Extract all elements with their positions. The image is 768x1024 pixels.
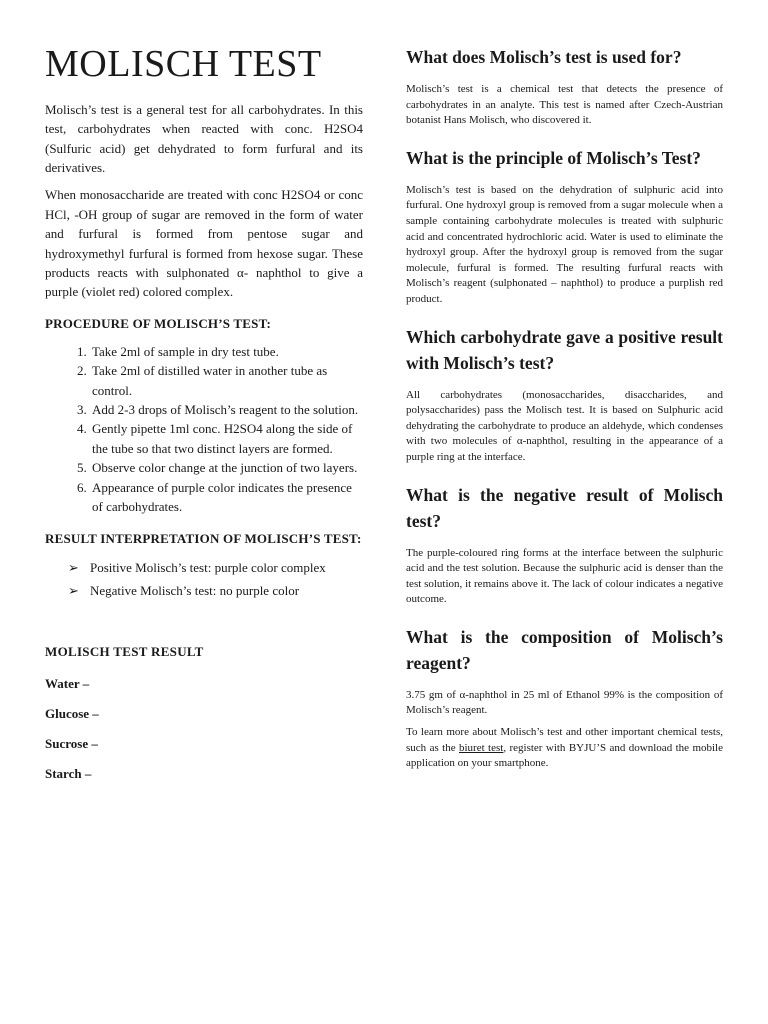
faq-question: Which carbohydrate gave a positive result with Molisch’s test? [406, 326, 723, 373]
interpretation-list [45, 558, 363, 601]
procedure-step: 4. Gently pipette 1ml conc. H2SO4 along the side of the tube so that two distinct layers are formed. [90, 419, 363, 458]
procedure-list [45, 342, 363, 517]
closing-text: , register with BYJU’S and download the mobile application on your smartphone. [406, 741, 723, 770]
explanation-paragraph: When monosaccharide are treated with conc H2SO4 or conc HCl, -OH group of sugar are removed in the form of water and furfural is formed from pentose sugar and hydroxymethyl furfural is formed from hexose sugar. These products reacts with sulphonated α- naphthol to give a purple (violet red) colored complex. [45, 187, 363, 300]
closing-paragraph [406, 725, 723, 772]
result-sucrose: Sucrose – [45, 736, 98, 752]
procedure-step: 1. Take 2ml of sample in dry test tube. [90, 342, 363, 361]
procedure-step: 6. Appearance of purple color indicates the presence of carbohydrates. [90, 478, 363, 517]
result-heading: MOLISCH TEST RESULT [45, 644, 204, 660]
faq-answer: The purple-coloured ring forms at the interface between the sulphuric acid and the test solution. Because the sulphuric acid is denser than the test solution, it remains above it. The lack of colour indicates a negative outcome. [406, 546, 723, 606]
procedure-step: 3. Add 2-3 drops of Molisch’s reagent to the solution. [90, 400, 363, 419]
right-column [406, 44, 723, 788]
interpretation-text: Positive Molisch’s test: purple color complex [90, 559, 326, 575]
interpretation-text: Negative Molisch’s test: no purple color [90, 582, 300, 598]
procedure-step: 2. Take 2ml of distilled water in another tube as control. [90, 361, 363, 400]
biuret-test-link[interactable]: biuret test [458, 741, 504, 754]
interpretation-item [68, 581, 363, 600]
result-glucose: Glucose – [45, 706, 99, 722]
faq-question: What is the composition of Molisch’s reagent? [406, 626, 723, 673]
procedure-step: 5. Observe color change at the junction of two layers. [90, 458, 363, 477]
page-title: MOLISCH TEST [45, 43, 322, 85]
faq-question: What is the principle of Molisch’s Test? [406, 147, 701, 168]
result-water: Water – [45, 676, 90, 692]
result-starch: Starch – [45, 766, 92, 782]
faq-question: What does Molisch’s test is used for? [406, 47, 682, 67]
left-column [45, 44, 363, 794]
intro-paragraph: Molisch’s test is a general test for all carbohydrates. In this test, carbohydrates when reacted with conc. H2SO4 (Sulfuric acid) get dehydrated to form furfural and its derivatives. [45, 101, 363, 176]
faq-answer: Molisch’s test is a chemical test that detects the presence of carbohydrates in an analyte. This test is named after Czech-Austrian botanist Hans Molisch, who discovered it. [406, 83, 723, 127]
procedure-heading: PROCEDURE OF MOLISCH’S TEST: [45, 315, 272, 331]
faq-question: What is the negative result of Molisch test? [406, 484, 723, 531]
faq-answer: 3.75 gm of α-naphthol in 25 ml of Ethanol 99% is the composition of Molisch’s reagent. [406, 688, 723, 717]
interpretation-item [68, 558, 363, 577]
closing-text: To learn more about Molisch’s test and other important chemical tests, such as the [406, 726, 723, 754]
arrow-bullet-icon: ➢ [68, 582, 79, 598]
faq-answer: All carbohydrates (monosaccharides, disaccharides, and polysaccharides) pass the Molisch test. It is based on Sulphuric acid dehydrating the carbohydrate to produce an aldehyde, which condenses with two molecules of α-naphthol, resulting in the appearance of a purple ring at the interface. [406, 388, 723, 463]
interpretation-heading: RESULT INTERPRETATION OF MOLISCH’S TEST: [45, 530, 362, 546]
arrow-bullet-icon: ➢ [68, 559, 79, 575]
faq-answer: Molisch’s test is based on the dehydration of sulphuric acid into furfural. One hydroxyl group is removed from a sugar molecule when a sample containing carbohydrate molecules is treated with sulphuric acid and concentrated hydrochloric acid. Water is used to eliminate the hydroxyl group. After the hydroxyl group is removed from the sugar molecule, furfural is formed. The resulting furfural reacts with Molisch’s reagent (sulphonated – naphthol) to produce a purplish red product. [406, 183, 723, 305]
